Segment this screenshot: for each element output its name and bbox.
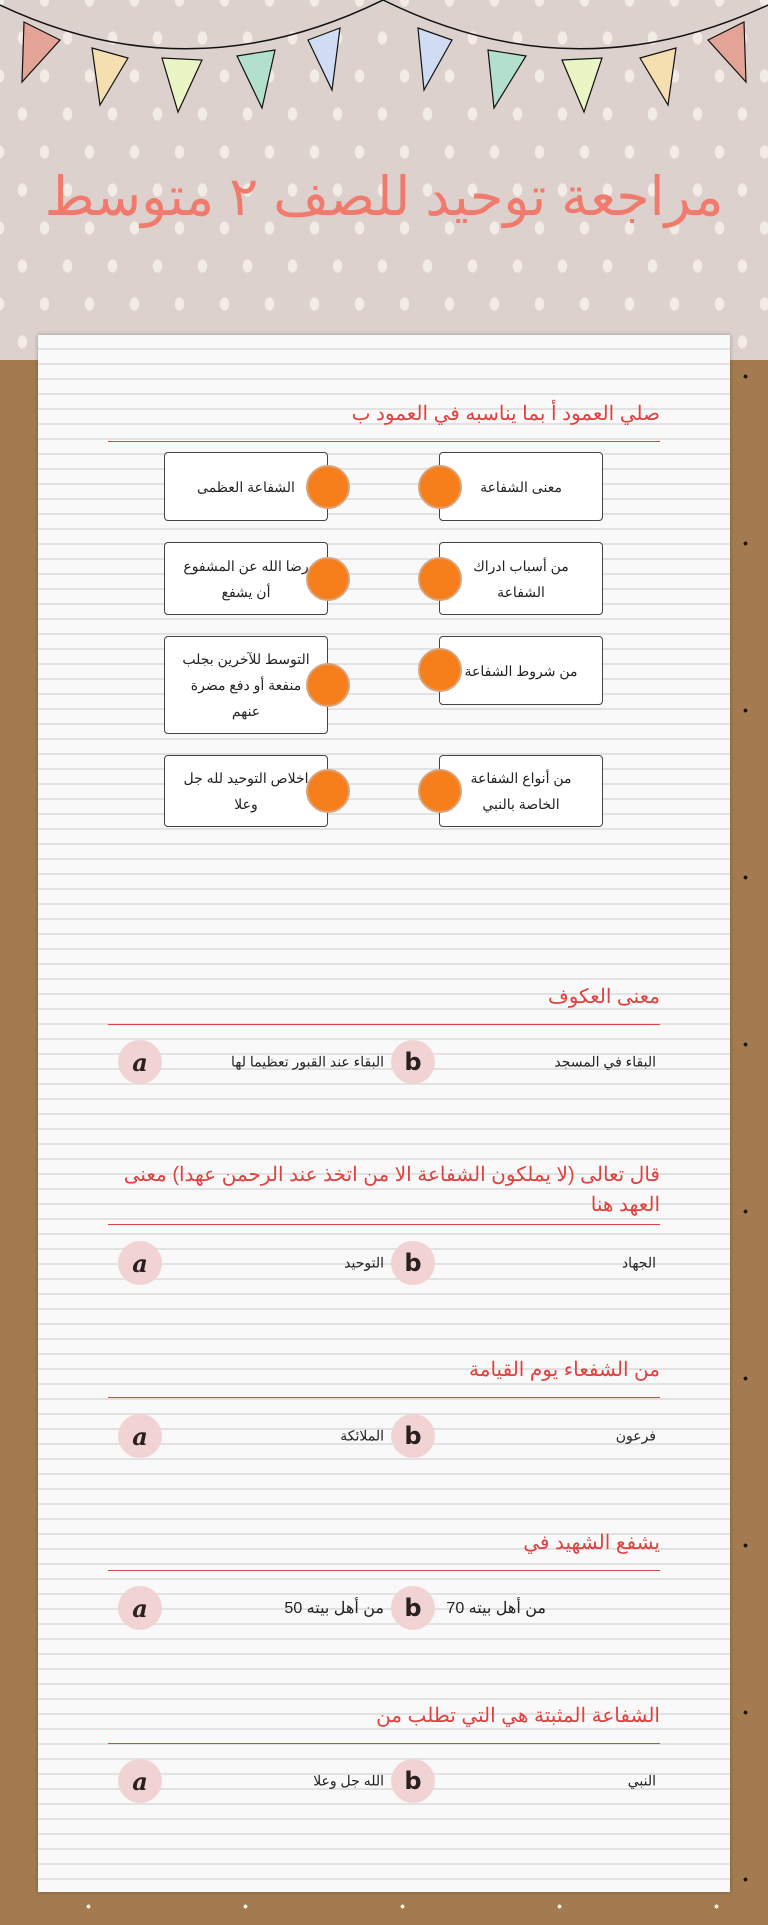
worksheet-paper bbox=[38, 335, 730, 1892]
option-b-button[interactable]: b bbox=[391, 1241, 435, 1285]
match-item-a[interactable]: من أسباب ادراك الشفاعة bbox=[439, 542, 603, 615]
question-heading: قال تعالى (لا يملكون الشفاعة الا من اتخذ عند الرحمن عهدا) معنى العهد هنا bbox=[123, 1164, 660, 1216]
option-b-text[interactable]: الله جل وعلا bbox=[313, 1772, 384, 1789]
option-b-text[interactable]: الملائكة bbox=[340, 1427, 384, 1444]
match-item-b[interactable]: التوسط للآخرين بجلب منفعة أو دفع مضرة عنهم bbox=[164, 636, 328, 734]
match-item-a[interactable]: معنى الشفاعة bbox=[439, 452, 603, 521]
heading-divider bbox=[108, 1397, 660, 1398]
match-connector-dot[interactable] bbox=[418, 557, 462, 601]
match-connector-dot[interactable] bbox=[306, 769, 350, 813]
match-item-a[interactable]: من شروط الشفاعة bbox=[439, 636, 603, 705]
match-item-b[interactable]: رضا الله عن المشفوع أن يشفع bbox=[164, 542, 328, 615]
match-connector-dot[interactable] bbox=[306, 663, 350, 707]
bunting-decoration bbox=[0, 0, 768, 130]
option-a-text[interactable]: النبي bbox=[627, 1772, 656, 1789]
option-a-button[interactable]: a bbox=[118, 1759, 162, 1803]
option-a-button[interactable]: a bbox=[118, 1586, 162, 1630]
question-heading: معنى العكوف bbox=[547, 986, 660, 1008]
match-connector-dot[interactable] bbox=[418, 465, 462, 509]
option-a-button[interactable]: a bbox=[118, 1414, 162, 1458]
match-connector-dot[interactable] bbox=[306, 465, 350, 509]
heading-divider bbox=[108, 1224, 660, 1225]
match-connector-dot[interactable] bbox=[418, 769, 462, 813]
match-connector-dot[interactable] bbox=[306, 557, 350, 601]
page-title: مراجعة توحيد للصف ٢ متوسط bbox=[44, 167, 724, 227]
option-b-button[interactable]: b bbox=[391, 1586, 435, 1630]
option-b-button[interactable]: b bbox=[391, 1040, 435, 1084]
option-b-button[interactable]: b bbox=[391, 1414, 435, 1458]
match-item-b[interactable]: اخلاص التوحيد لله جل وعلا bbox=[164, 755, 328, 827]
option-a-button[interactable]: a bbox=[118, 1040, 162, 1084]
heading-divider bbox=[108, 441, 660, 442]
matching-heading: صلي العمود أ بما يناسبه في العمود ب bbox=[351, 403, 660, 425]
option-a-text[interactable]: فرعون bbox=[615, 1427, 656, 1444]
heading-divider bbox=[108, 1743, 660, 1744]
option-b-text[interactable]: التوحيد bbox=[344, 1254, 384, 1271]
option-a-button[interactable]: a bbox=[118, 1241, 162, 1285]
question-heading: من الشفعاء يوم القيامة bbox=[469, 1359, 660, 1381]
option-b-text[interactable]: من أهل بيته 50 bbox=[284, 1600, 384, 1617]
match-item-a[interactable]: من أنواع الشفاعة الخاصة بالنبي bbox=[439, 755, 603, 827]
option-a-text[interactable]: من أهل بيته 70 bbox=[446, 1600, 546, 1617]
option-b-button[interactable]: b bbox=[391, 1759, 435, 1803]
match-item-b[interactable]: الشفاعة العظمى bbox=[164, 452, 328, 521]
option-b-text[interactable]: البقاء عند القبور تعظيما لها bbox=[231, 1053, 384, 1070]
question-heading: يشفع الشهيد في bbox=[523, 1532, 660, 1554]
heading-divider bbox=[108, 1024, 660, 1025]
option-a-text[interactable]: البقاء في المسجد bbox=[554, 1053, 656, 1070]
heading-divider bbox=[108, 1570, 660, 1571]
match-connector-dot[interactable] bbox=[418, 648, 462, 692]
question-heading: الشفاعة المثبتة هي التي تطلب من bbox=[376, 1705, 660, 1727]
option-a-text[interactable]: الجهاد bbox=[621, 1254, 656, 1271]
